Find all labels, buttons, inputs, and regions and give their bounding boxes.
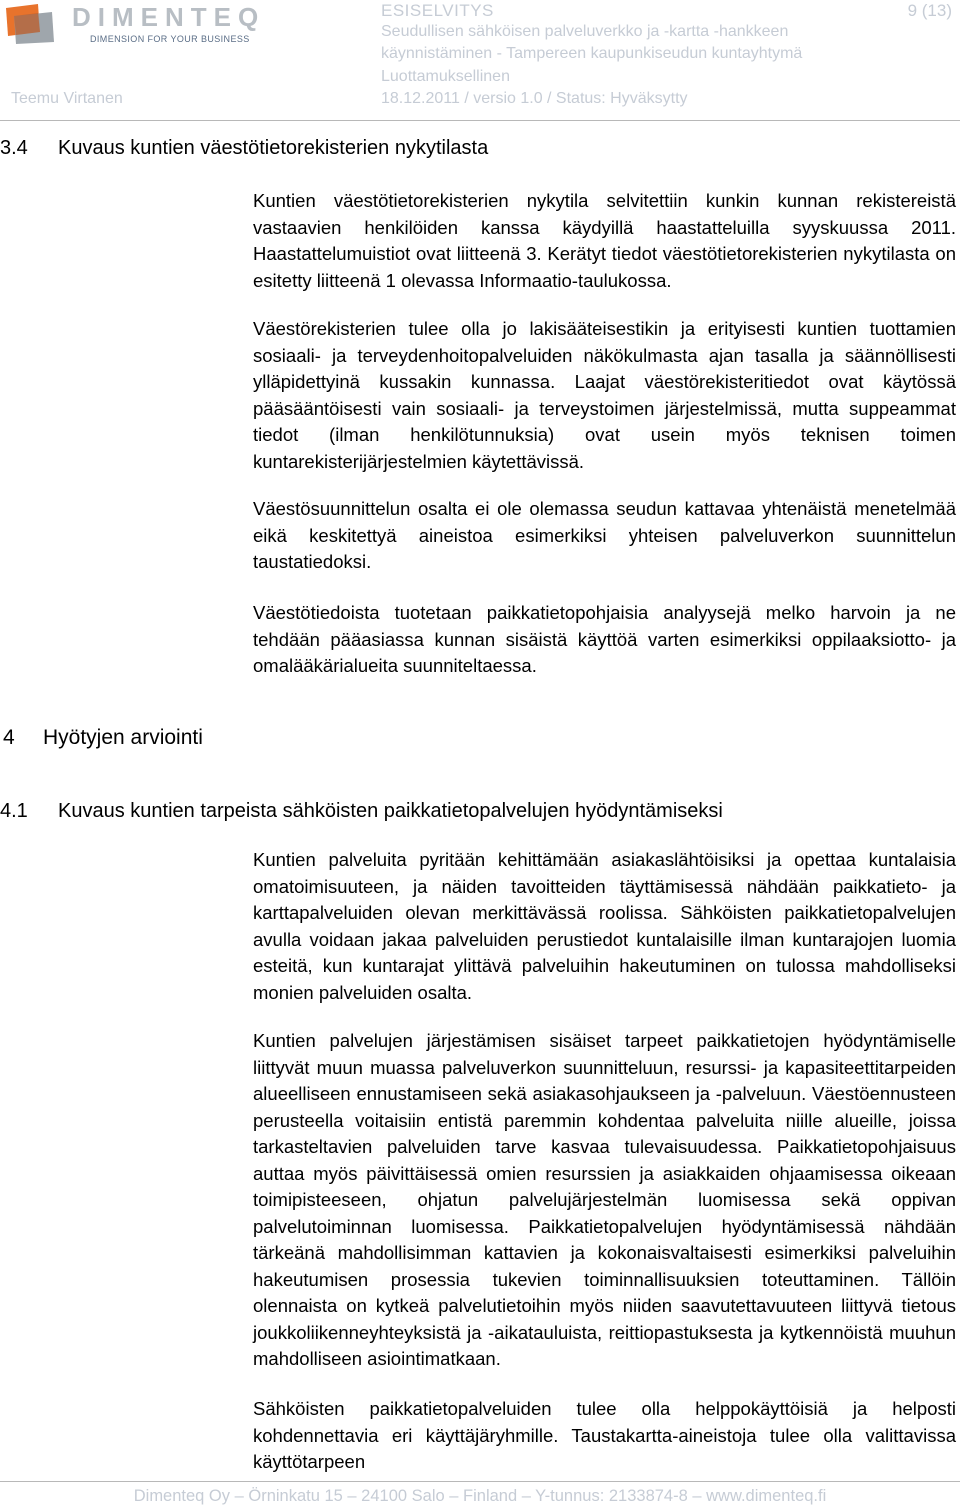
page-footer: Dimenteq Oy – Örninkatu 15 – 24100 Salo – Finland – Y-tunnus: 2133874-8 – www.dimenteq.fi (133, 1487, 827, 1505)
section-heading-4-1 (0, 798, 723, 824)
confidentiality-label: Luottamuksellinen (381, 68, 510, 85)
paragraph: Kuntien palveluita pyritään kehittämään asiakaslähtöisiksi ja opettaa kuntalaisia omatoimisuuteen, ja näiden tavoitteiden täyttämisessä nähdään paikkatieto- ja karttapalveluiden olevan merkittävässä roolissa. Sähköisten paikkatietopalvelujen avulla voidaan jakaa palveluiden perustiedot kuntalaisille ilman kuntarajojen luomia esteitä, kun kuntarajat ylittävä palveluihin hakeutuminen on tulossa mahdolliseksi monien palveluiden osalta. (253, 849, 956, 1003)
chapter-title: Hyötyjen arviointi (43, 726, 203, 749)
logo-wordmark: DIMENTEQ (72, 2, 266, 32)
section-heading-3-4 (0, 135, 488, 161)
paragraph: Väestörekisterien tulee olla jo lakisääteisestikin ja erityisesti kuntien tuottamien sosiaali- ja terveydenhoitopalveluiden näkökulmasta ajan tasalla ja säännöllisesti ylläpidettyinä kussakin kunnassa. Laajat väestörekisteritiedot ovat käytössä pääsääntöisesti vain sosiaali- ja terveystoimen järjestelmissä, mutta suppeammat tiedot (ilman henkilötunnuksia) ovat usein myös teknisen toimen kuntarekisterijärjestelmien käytettävissä. (253, 318, 956, 472)
paragraph: Kuntien väestötietorekisterien nykytila selvitettiin kunkin kunnan rekistereistä vastaavien henkilöiden kanssa käydyillä haastatteluilla syyskuussa 2011. Haastattelumuistiot ovat liitteenä 3. Kerätyt tiedot väestötietorekisterien nykytilasta on esitetty liitteenä 1 olevassa Informaatio-taulukossa. (253, 190, 956, 291)
section-title: Kuvaus kuntien väestötietorekisterien nykytilasta (58, 137, 489, 159)
chapter-heading-4 (3, 725, 203, 751)
paragraph: Väestötiedoista tuotetaan paikkatietopohjaisia analyysejä melko harvoin ja ne tehdään pääasiassa kunnan sisäistä käyttöä varten esimerkiksi oppilaaksiotto- ja omalääkärialueita suunniteltaessa. (253, 602, 956, 676)
section-number: 3.4 (0, 137, 28, 159)
paragraph: Sähköisten paikkatietopalveluiden tulee olla helppokäyttöisiä ja helposti kohdennettavia eri käyttäjäryhmille. Taustakartta-aineistoja tulee olla valittavissa käyttötarpeen (253, 1398, 956, 1472)
page-number: 9 (13) (907, 1, 952, 20)
document-type: ESISELVITYS (381, 1, 494, 20)
dimenteq-logo-mark-icon (4, 2, 68, 46)
paragraph: Kuntien palvelujen järjestämisen sisäiset tarpeet paikkatietojen hyödyntämiselle liittyvät muun muassa palveluverkon suunnitteluun, resurssi- ja kapasiteettitarpeiden alueelliseen ennustamiseen sekä asiakasohjaukseen ja -palveluun. Väestöennusteen perusteella voitaisiin entistä paremmin kohdentaa palveluita niille alueille, joissa tarkasteltavien palveluiden tarve kasvaa tulevaisuudessa. Paikkatietopohjaisuus auttaa myös päivittäisessä omien resurssien ja asiakkaiden ohjaamisessa oikeaan toimipisteeseen, ohjatun palvelujärjestelmän luomisessa sekä oppivan palvelutoiminnan luomisessa. Paikkatietopalvelujen hyödyntämisessä nähdään tärkeänä mahdollisimman kattavien ja kokonaisvaltaisesti esimerkiksi palveluihin hakeutumisen prosessia tukevien toiminnallisuuksien toteuttaminen. Tällöin olennaista on kytkeä palvelutietoihin myös niiden saavutettavuuteen liittyvä tietous joukkoliikenneyhteyksistä ja -aikatauluista, reittiopastuksesta ja kytkennöistä muuhun mahdolliseen asiointimatkaan. (253, 1030, 956, 1369)
logo-tagline: DIMENSION FOR YOUR BUSINESS (90, 34, 250, 44)
company-logo (4, 2, 274, 46)
author-name: Teemu Virtanen (11, 90, 123, 107)
document-subtitle: Seudullisen sähköisen palveluverkko ja -kartta -hankkeen käynnistäminen - Tampereen kaupunkiseudun kuntayhtymä (381, 23, 803, 62)
section-number: 4.1 (0, 800, 28, 822)
paragraph: Väestösuunnittelun osalta ei ole olemassa seudun kattavaa yhtenäistä menetelmää eikä keskitettyä aineistoa esimerkiksi yhteisen palveluverkon suunnittelun taustatiedoksi. (253, 498, 956, 572)
chapter-number: 4 (3, 726, 15, 749)
footer-divider (0, 1481, 960, 1482)
section-title: Kuvaus kuntien tarpeista sähköisten paikkatietopalvelujen hyödyntämiseksi (58, 800, 723, 822)
version-info: 18.12.2011 / versio 1.0 / Status: Hyväksytty (381, 90, 688, 107)
header-divider (0, 120, 960, 121)
